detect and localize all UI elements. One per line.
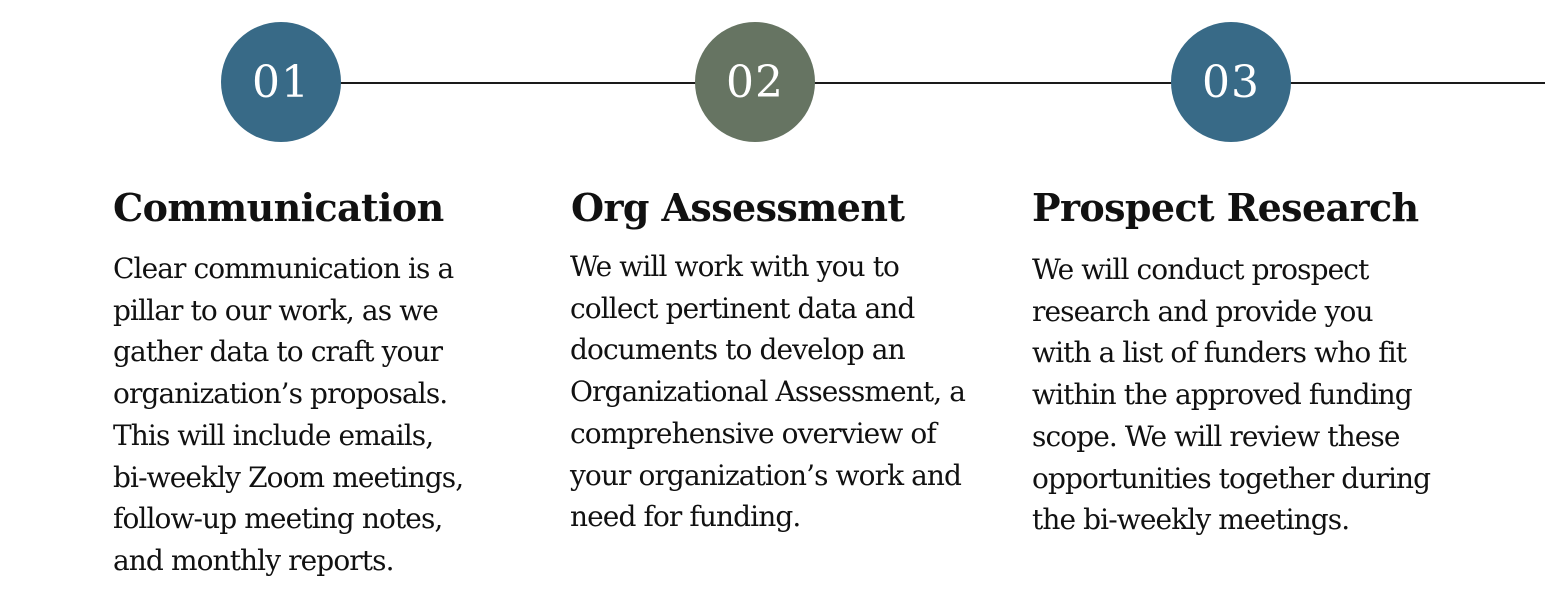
step-2-number: 02 [726, 57, 784, 108]
step-3-number: 03 [1202, 57, 1260, 108]
step-3-title: Prospect Research [1032, 185, 1419, 230]
step-3-block [1032, 183, 1430, 541]
step-1-description: Clear communication is a pillar to our work, as we gather data to craft your organization’s proposals. This will include emails, bi-weekly Zoom meetings, follow-up meeting notes, and monthly reports. [113, 252, 464, 577]
step-3-description: We will conduct prospect research and provide you with a list of funders who fit within the approved funding scope. We will review these opportunities together during the bi-weekly meetings. [1032, 253, 1431, 537]
step-2-title: Org Assessment [571, 185, 905, 230]
step-3-circle [1171, 22, 1291, 142]
step-1-number: 01 [252, 57, 310, 108]
step-1-circle [221, 22, 341, 142]
timeline-connector-line [280, 82, 1545, 84]
step-2-circle [695, 22, 815, 142]
step-2-block [571, 183, 965, 538]
step-1-title: Communication [113, 185, 444, 230]
step-1-block [113, 183, 463, 582]
step-2-description: We will work with you to collect pertinent data and documents to develop an Organizational Assessment, a comprehensive overview of your organization’s work and need for funding. [570, 250, 966, 534]
